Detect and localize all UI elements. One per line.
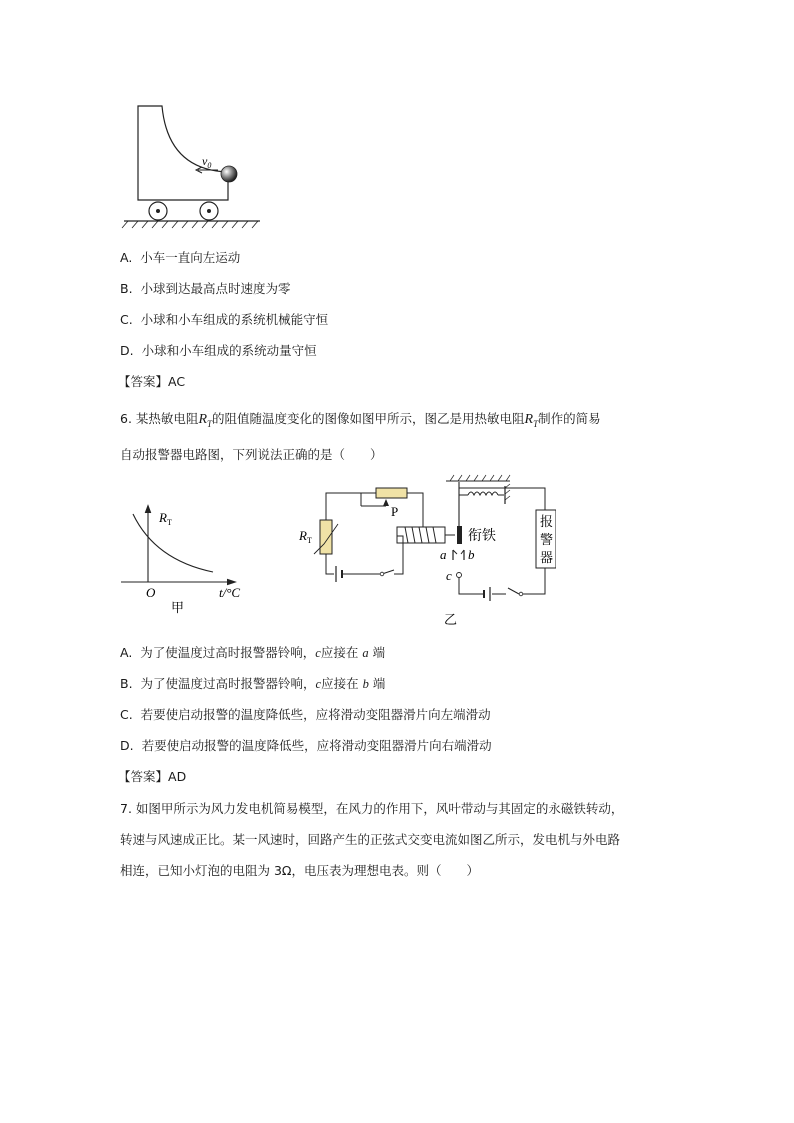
origin-label: O [146, 585, 156, 600]
q6-option-b: B. 为了使温度过高时报警器铃响，c应接在 b 端 [120, 676, 386, 691]
q5-option-a: A. 小车一直向左运动 [120, 250, 241, 265]
ball [221, 166, 237, 182]
circuit-yi [296, 472, 556, 632]
rt-curve [133, 514, 213, 572]
caption-jia: 甲 [171, 600, 185, 615]
rheostat [376, 488, 407, 498]
armature [457, 526, 462, 544]
contact-c [457, 573, 462, 578]
q6-answer: 【答案】AD [118, 769, 187, 784]
slider-label: P [391, 504, 399, 519]
q5-option-c: C. 小球和小车组成的系统机械能守恒 [120, 312, 329, 327]
cart-figure [118, 100, 268, 230]
contact-b-label: b [468, 547, 475, 562]
q6-stem-line2: 自动报警器电路图，下列说法正确的是（ ） [120, 447, 383, 462]
caption-yi: 乙 [444, 612, 458, 627]
q5-option-b: B. 小球到达最高点时速度为零 [120, 281, 291, 296]
q6-stem-line1: 6. 某热敏电阻$R_T$的阻值随温度变化的图像如图甲所示，图乙是用热敏电阻$R_T$制作的简易 [120, 411, 601, 429]
cart-body [138, 106, 228, 200]
alarm-char-3: 器 [540, 550, 554, 565]
q7-stem-line2: 转速与风速成正比。某一风速时，回路产生的正弦式交变电流如图乙所示，发电机与外电路 [120, 832, 621, 847]
q6-option-a: A. 为了使温度过高时报警器铃响，c应接在 a 端 [120, 645, 386, 660]
graph-jia [115, 500, 255, 620]
thermistor [320, 520, 332, 554]
spring [468, 492, 498, 495]
q5-answer: 【答案】AC [118, 374, 186, 389]
q7-stem-line1: 7. 如图甲所示为风力发电机简易模型，在风力的作用下，风叶带动与其固定的永磁铁转动， [120, 801, 624, 816]
q6-option-c: C. 若要使启动报警的温度降低些，应将滑动变阻器滑片向左端滑动 [120, 707, 491, 722]
contact-a-label: a [440, 547, 447, 562]
q7-stem-line3: 相连，已知小灯泡的电阻为 3Ω，电压表为理想电表。则（ ） [120, 863, 479, 878]
rt-symbol-1: $R_T$ [198, 412, 213, 429]
rt-label: $R_T$ [299, 528, 312, 545]
alarm-char-2: 警 [540, 532, 554, 547]
x-axis-label: t/°C [219, 585, 241, 600]
alarm-char-1: 报 [540, 514, 554, 529]
armature-label: 衔铁 [468, 529, 496, 544]
q5-option-d: D. 小球和小车组成的系统动量守恒 [120, 343, 317, 358]
v0-label: $v_0$ [202, 154, 212, 170]
contact-c-label: c [446, 568, 452, 583]
rt-symbol-2: $R_T$ [524, 412, 539, 429]
q6-option-d: D. 若要使启动报警的温度降低些，应将滑动变阻器滑片向右端滑动 [120, 738, 492, 753]
y-axis-label: $R_T$ [159, 510, 172, 527]
